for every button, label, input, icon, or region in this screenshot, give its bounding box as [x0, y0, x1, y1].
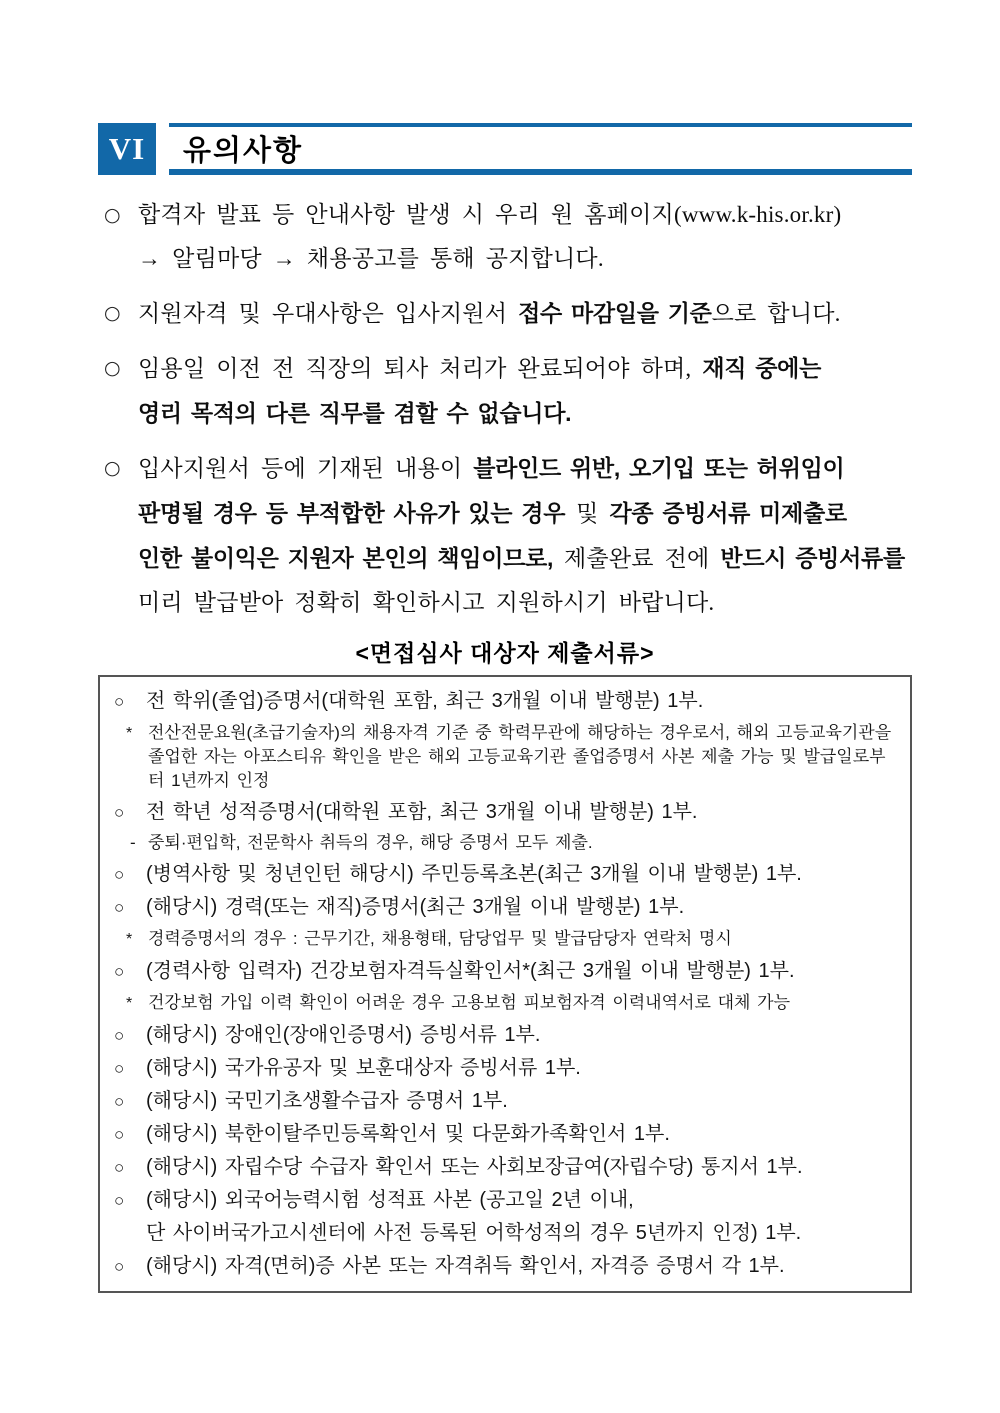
row-text: 건강보험 가입 이력 확인이 어려운 경우 고용보험 피보험자격 이력내역서로 대체 가능 — [148, 993, 791, 1012]
table-row — [112, 831, 898, 855]
submission-documents-box — [98, 675, 912, 1293]
submission-box-title: <면접심사 대상자 제출서류> — [355, 640, 655, 666]
asterisk-icon: * — [126, 931, 133, 948]
row-text: (해당시) 장애인(장애인증명서) 증빙서류 1부. — [146, 1024, 541, 1046]
table-row — [112, 721, 898, 793]
body-text: 미리 발급받아 정확히 확인하시고 지원하시기 바랍니다. — [138, 590, 715, 615]
body-text: 입사지원서 등에 기재된 내용이 — [138, 456, 474, 481]
row-text: (경력사항 입력자) 건강보험자격득실확인서*(최근 3개월 이내 발행분) 1부. — [146, 960, 795, 982]
row-text: (해당시) 북한이탈주민등록확인서 및 다문화가족확인서 1부. — [146, 1123, 670, 1145]
table-row — [112, 1217, 898, 1250]
body-text: → 알림마당 → 채용공고를 통해 공지합니다. — [138, 246, 604, 271]
table-row — [112, 891, 898, 924]
notice-item — [98, 193, 912, 281]
table-row — [112, 858, 898, 891]
body-text: 지원자격 및 우대사항은 입사지원서 — [138, 301, 519, 326]
asterisk-icon: * — [126, 995, 133, 1012]
notice-item — [98, 346, 912, 436]
table-row — [112, 1019, 898, 1052]
notice-text — [138, 446, 912, 625]
table-row — [112, 1052, 898, 1085]
circle-bullet-icon: ○ — [114, 1191, 125, 1210]
row-text: (해당시) 경력(또는 재직)증명서(최근 3개월 이내 발행분) 1부. — [146, 896, 685, 918]
table-row — [112, 927, 898, 952]
body-text: 임용일 이전 전 직장의 퇴사 처리가 완료되어야 하며, — [138, 356, 703, 381]
row-text: 단 사이버국가고시센터에 사전 등록된 어학성적의 경우 5년까지 인정) 1부. — [146, 1222, 802, 1244]
section-number: VI — [108, 131, 146, 166]
row-text: 전산전문요원(초급기술자)의 채용자격 기준 중 학력무관에 해당하는 경우로서, 해외 고등교육기관을 졸업한 자는 아포스티유 확인을 받은 해외 고등교육기관 졸업증명서 사본 제출 가능 및 발급일로부터 1년까지 인정 — [148, 723, 892, 790]
row-text: 전 학년 성적증명서(대학원 포함, 최근 3개월 이내 발행분) 1부. — [146, 801, 698, 823]
row-text: 중퇴·편입학, 전문학사 취득의 경우, 해당 증명서 모두 제출. — [148, 833, 593, 852]
emphasized-text: 접수 마감일을 기준 — [518, 300, 712, 326]
table-row — [112, 1151, 898, 1184]
emphasized-text: 반드시 증빙서류를 — [720, 545, 905, 571]
table-row — [112, 685, 898, 718]
row-text: (해당시) 외국어능력시험 성적표 사본 (공고일 2년 이내, — [146, 1189, 634, 1211]
body-text: 으로 합니다. — [711, 301, 841, 326]
section-title: 유의사항 — [183, 134, 304, 167]
asterisk-icon: * — [126, 725, 133, 742]
body-text: 합격자 발표 등 안내사항 발생 시 우리 원 홈페이지(www.k-his.or.kr) — [138, 202, 842, 227]
notice-item — [98, 291, 912, 336]
emphasized-text: 각종 증빙서류 미제출로 — [609, 500, 847, 526]
body-text: 제출완료 전에 — [553, 546, 721, 571]
table-row — [112, 796, 898, 829]
circle-bullet-icon: ○ — [114, 692, 125, 711]
circle-bullet-icon: ○ — [104, 302, 121, 324]
section-title-bar — [169, 123, 912, 175]
notice-item — [98, 446, 912, 625]
row-text: (해당시) 자격(면허)증 사본 또는 자격취득 확인서, 자격증 증명서 각 1부. — [146, 1255, 785, 1277]
circle-bullet-icon: ○ — [114, 865, 125, 884]
circle-bullet-icon: ○ — [114, 803, 125, 822]
circle-bullet-icon: ○ — [104, 357, 121, 379]
table-row — [112, 1118, 898, 1151]
table-row — [112, 991, 898, 1016]
emphasized-text: 인한 불이익은 지원자 본인의 책임이므로, — [138, 545, 554, 571]
circle-bullet-icon: ○ — [114, 962, 125, 981]
circle-bullet-icon: ○ — [114, 1059, 125, 1078]
circle-bullet-icon: ○ — [114, 1092, 125, 1111]
table-row — [112, 1250, 898, 1283]
emphasized-text: 블라인드 위반, 오기입 또는 허위임이 — [473, 455, 845, 481]
row-text: 경력증명서의 경우 : 근무기간, 채용형태, 담당업무 및 발급담당자 연락처 명시 — [148, 929, 732, 948]
notice-text — [138, 291, 912, 336]
emphasized-text: 영리 목적의 다른 직무를 겸할 수 없습니다. — [138, 400, 572, 426]
row-text: (해당시) 국민기초생활수급자 증명서 1부. — [146, 1090, 508, 1112]
circle-bullet-icon: ○ — [104, 457, 121, 479]
circle-bullet-icon: ○ — [114, 1257, 125, 1276]
emphasized-text: 재직 중에는 — [702, 355, 822, 381]
body-text: 및 — [565, 501, 610, 526]
circle-bullet-icon: ○ — [104, 204, 121, 226]
circle-bullet-icon: ○ — [114, 1125, 125, 1144]
table-row — [112, 1184, 898, 1217]
circle-bullet-icon: ○ — [114, 1158, 125, 1177]
table-row — [112, 1085, 898, 1118]
row-text: (해당시) 자립수당 수급자 확인서 또는 사회보장급여(자립수당) 통지서 1부. — [146, 1156, 803, 1178]
row-text: (해당시) 국가유공자 및 보훈대상자 증빙서류 1부. — [146, 1057, 581, 1079]
notice-list — [98, 193, 912, 625]
section-number-badge — [98, 123, 156, 175]
notice-text — [138, 346, 912, 436]
table-row — [112, 955, 898, 988]
emphasized-text: 판명될 경우 등 부적합한 사유가 있는 경우 — [138, 500, 566, 526]
circle-bullet-icon: ○ — [114, 1026, 125, 1045]
section-header — [98, 123, 912, 175]
notice-text — [138, 193, 912, 281]
dash-icon: - — [130, 833, 136, 852]
row-text: (병역사항 및 청년인턴 해당시) 주민등록초본(최근 3개월 이내 발행분) 1부. — [146, 863, 802, 885]
row-text: 전 학위(졸업)증명서(대학원 포함, 최근 3개월 이내 발행분) 1부. — [146, 690, 704, 712]
circle-bullet-icon: ○ — [114, 898, 125, 917]
